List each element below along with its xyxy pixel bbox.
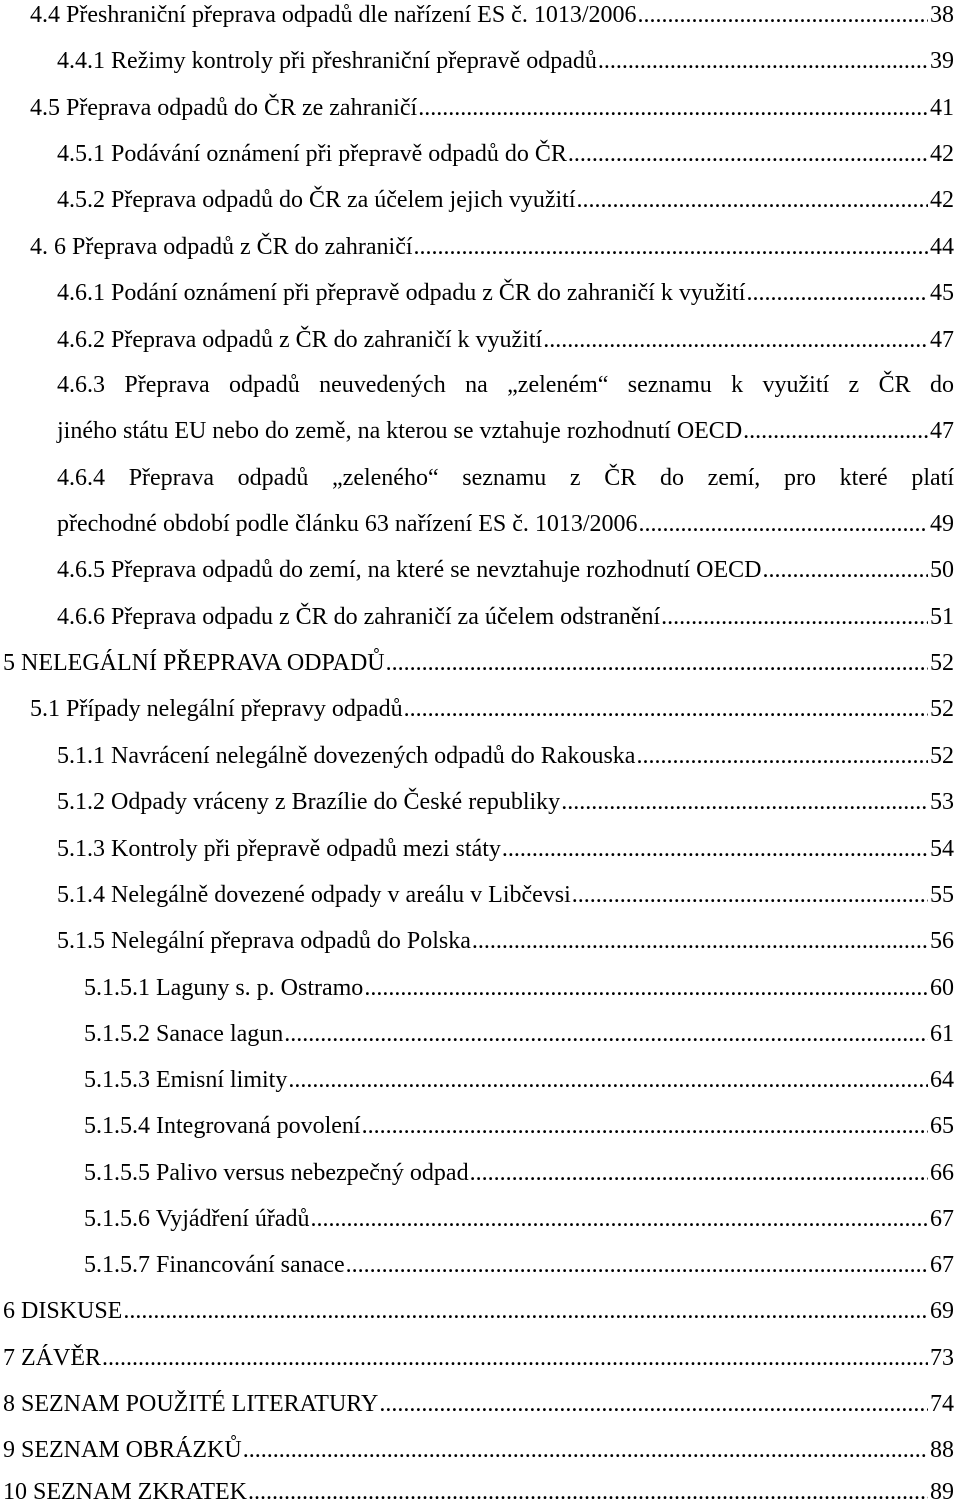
toc-entry-page: 49 — [930, 511, 954, 537]
toc-entry-page: 73 — [930, 1345, 954, 1371]
toc-entry-page: 45 — [930, 280, 954, 306]
dot-leader — [572, 880, 928, 910]
dot-leader — [123, 1296, 928, 1326]
toc-entry[interactable] — [0, 1250, 954, 1280]
dot-leader — [762, 555, 928, 585]
toc-entry-title: přechodné období podle článku 63 nařízení ES č. 1013/2006 — [57, 511, 638, 537]
dot-leader — [414, 232, 928, 262]
dot-leader — [661, 602, 928, 632]
dot-leader — [243, 1435, 928, 1465]
toc-entry-title: 8 SEZNAM POUŽITÉ LITERATURY — [3, 1391, 379, 1417]
toc-entry-page: 89 — [930, 1479, 954, 1505]
dot-leader — [598, 46, 928, 76]
toc-entry[interactable] — [0, 139, 954, 169]
toc-entry-page: 41 — [930, 95, 954, 121]
toc-entry[interactable] — [0, 880, 954, 910]
toc-entry-title: 4.6.5 Přeprava odpadů do zemí, na které se nevztahuje rozhodnutí OECD — [57, 557, 762, 583]
toc-entry-page: 67 — [930, 1252, 954, 1278]
toc-entry[interactable] — [0, 926, 954, 956]
toc-entry-title: 4.6.2 Přeprava odpadů z ČR do zahraničí k využití — [57, 327, 543, 353]
toc-entry-title: 4.5.1 Podávání oznámení při přepravě odpadů do ČR — [57, 141, 567, 167]
dot-leader — [418, 93, 928, 123]
toc-entry[interactable] — [0, 46, 954, 76]
toc-entry-title: 5.1 Případy nelegální přepravy odpadů — [30, 696, 403, 722]
toc-entry[interactable] — [0, 648, 954, 678]
toc-entry[interactable] — [0, 834, 954, 864]
dot-leader — [638, 0, 929, 30]
dot-leader — [472, 926, 928, 956]
dot-leader — [639, 509, 928, 539]
dot-leader — [543, 325, 928, 355]
toc-entry-title: 7 ZÁVĚR — [3, 1345, 101, 1371]
toc-entry-page: 65 — [930, 1113, 954, 1139]
dot-leader — [102, 1343, 928, 1373]
toc-entry-page: 56 — [930, 928, 954, 954]
toc-entry[interactable] — [0, 0, 954, 30]
toc-entry[interactable] — [0, 1111, 954, 1141]
toc-entry-page: 44 — [930, 234, 954, 260]
toc-entry-title: 5.1.3 Kontroly při přepravě odpadů mezi státy — [57, 836, 501, 862]
dot-leader — [362, 1111, 928, 1141]
toc-entry-line1[interactable]: 4.6.3 Přeprava odpadů neuvedených na „zeleném“ seznamu k využití z ČR do — [57, 372, 954, 398]
toc-entry-title: 4.6.1 Podání oznámení při přepravě odpadu z ČR do zahraničí k využití — [57, 280, 746, 306]
toc-entry-page: 53 — [930, 789, 954, 815]
toc-entry-title: 5.1.5.1 Laguny s. p. Ostramo — [84, 975, 364, 1001]
toc-entry[interactable] — [0, 185, 954, 215]
toc-entry-title: 5.1.5.2 Sanace lagun — [84, 1021, 284, 1047]
toc-entry-title: 9 SEZNAM OBRÁZKŮ — [3, 1437, 242, 1463]
dot-leader — [636, 741, 928, 771]
dot-leader — [746, 278, 928, 308]
toc-entry-title: 4.4 Přeshraniční přeprava odpadů dle nařízení ES č. 1013/2006 — [30, 2, 637, 28]
toc-entry[interactable] — [0, 1435, 954, 1465]
toc-entry[interactable] — [0, 1158, 954, 1188]
toc-entry[interactable] — [0, 232, 954, 262]
toc-entry[interactable] — [0, 973, 954, 1003]
toc-entry-title: 5.1.5.4 Integrovaná povolení — [84, 1113, 361, 1139]
dot-leader — [288, 1065, 928, 1095]
dot-leader — [502, 834, 928, 864]
toc-entry-page: 52 — [930, 650, 954, 676]
toc-entry[interactable] — [0, 1389, 954, 1419]
toc-entry-page: 52 — [930, 743, 954, 769]
toc-entry-page: 67 — [930, 1206, 954, 1232]
toc-entry-page: 54 — [930, 836, 954, 862]
toc-entry[interactable] — [0, 1204, 954, 1234]
toc-entry-page: 88 — [930, 1437, 954, 1463]
dot-leader — [379, 1389, 928, 1419]
toc-entry-title: 5 NELEGÁLNÍ PŘEPRAVA ODPADŮ — [3, 650, 385, 676]
toc-entry-page: 55 — [930, 882, 954, 908]
toc-entry-title: 4.4.1 Režimy kontroly při přeshraniční přepravě odpadů — [57, 48, 597, 74]
toc-entry[interactable] — [0, 509, 954, 539]
toc-entry-title: 5.1.5 Nelegální přeprava odpadů do Polska — [57, 928, 471, 954]
dot-leader — [284, 1019, 928, 1049]
toc-entry-title: 4.6.6 Přeprava odpadu z ČR do zahraničí za účelem odstranění — [57, 604, 661, 630]
toc-entry-page: 60 — [930, 975, 954, 1001]
toc-entry-page: 52 — [930, 696, 954, 722]
toc-entry-title: 5.1.5.3 Emisní limity — [84, 1067, 288, 1093]
toc-entry-page: 51 — [930, 604, 954, 630]
dot-leader — [248, 1477, 928, 1507]
toc-entry[interactable] — [0, 1477, 954, 1507]
toc-entry-title: 6 DISKUSE — [3, 1298, 123, 1324]
dot-leader — [568, 139, 928, 169]
toc-entry-title: 5.1.5.7 Financování sanace — [84, 1252, 345, 1278]
dot-leader — [577, 185, 928, 215]
toc-entry-line1[interactable]: 4.6.4 Přeprava odpadů „zeleného“ seznamu z ČR do zemí, pro které platí — [57, 465, 954, 491]
toc-entry-page: 47 — [930, 327, 954, 353]
toc-entry-title: 4. 6 Přeprava odpadů z ČR do zahraničí — [30, 234, 413, 260]
toc-entry[interactable] — [0, 1343, 954, 1373]
dot-leader — [386, 648, 928, 678]
toc-entry-page: 42 — [930, 187, 954, 213]
toc-entry-title: 10 SEZNAM ZKRATEK — [3, 1479, 247, 1505]
toc-entry[interactable] — [0, 416, 954, 446]
toc-entry-page: 47 — [930, 418, 954, 444]
toc-entry-title: 5.1.1 Navrácení nelegálně dovezených odpadů do Rakouska — [57, 743, 636, 769]
toc-entry-title: 5.1.5.5 Palivo versus nebezpečný odpad — [84, 1160, 469, 1186]
toc-entry-page: 66 — [930, 1160, 954, 1186]
toc-entry[interactable] — [0, 741, 954, 771]
dot-leader — [404, 694, 928, 724]
toc-entry[interactable] — [0, 555, 954, 585]
toc-entry-page: 69 — [930, 1298, 954, 1324]
toc-entry-page: 64 — [930, 1067, 954, 1093]
toc-entry-title: 4.5 Přeprava odpadů do ČR ze zahraničí — [30, 95, 418, 121]
toc-entry-page: 50 — [930, 557, 954, 583]
toc-entry-page: 38 — [930, 2, 954, 28]
dot-leader — [346, 1250, 928, 1280]
dot-leader — [561, 787, 928, 817]
dot-leader — [311, 1204, 928, 1234]
toc-entry[interactable] — [0, 325, 954, 355]
toc-entry[interactable] — [0, 1065, 954, 1095]
toc-entry[interactable] — [0, 694, 954, 724]
dot-leader — [364, 973, 928, 1003]
toc-entry[interactable] — [0, 1296, 954, 1326]
toc-entry[interactable] — [0, 787, 954, 817]
toc-entry-page: 39 — [930, 48, 954, 74]
toc-entry-title: 5.1.5.6 Vyjádření úřadů — [84, 1206, 310, 1232]
dot-leader — [743, 416, 928, 446]
toc-entry[interactable] — [0, 93, 954, 123]
toc-entry-title: 4.5.2 Přeprava odpadů do ČR za účelem jejich využití — [57, 187, 576, 213]
toc-entry[interactable] — [0, 1019, 954, 1049]
toc-entry-page: 42 — [930, 141, 954, 167]
toc-entry-page: 74 — [930, 1391, 954, 1417]
toc-entry-title: jiného státu EU nebo do země, na kterou se vztahuje rozhodnutí OECD — [57, 418, 743, 444]
toc-entry-title: 5.1.4 Nelegálně dovezené odpady v areálu v Libčevsi — [57, 882, 571, 908]
toc-entry[interactable] — [0, 278, 954, 308]
toc-entry[interactable] — [0, 602, 954, 632]
dot-leader — [470, 1158, 928, 1188]
toc-entry-title: 5.1.2 Odpady vráceny z Brazílie do České republiky — [57, 789, 561, 815]
toc-entry-page: 61 — [930, 1021, 954, 1047]
